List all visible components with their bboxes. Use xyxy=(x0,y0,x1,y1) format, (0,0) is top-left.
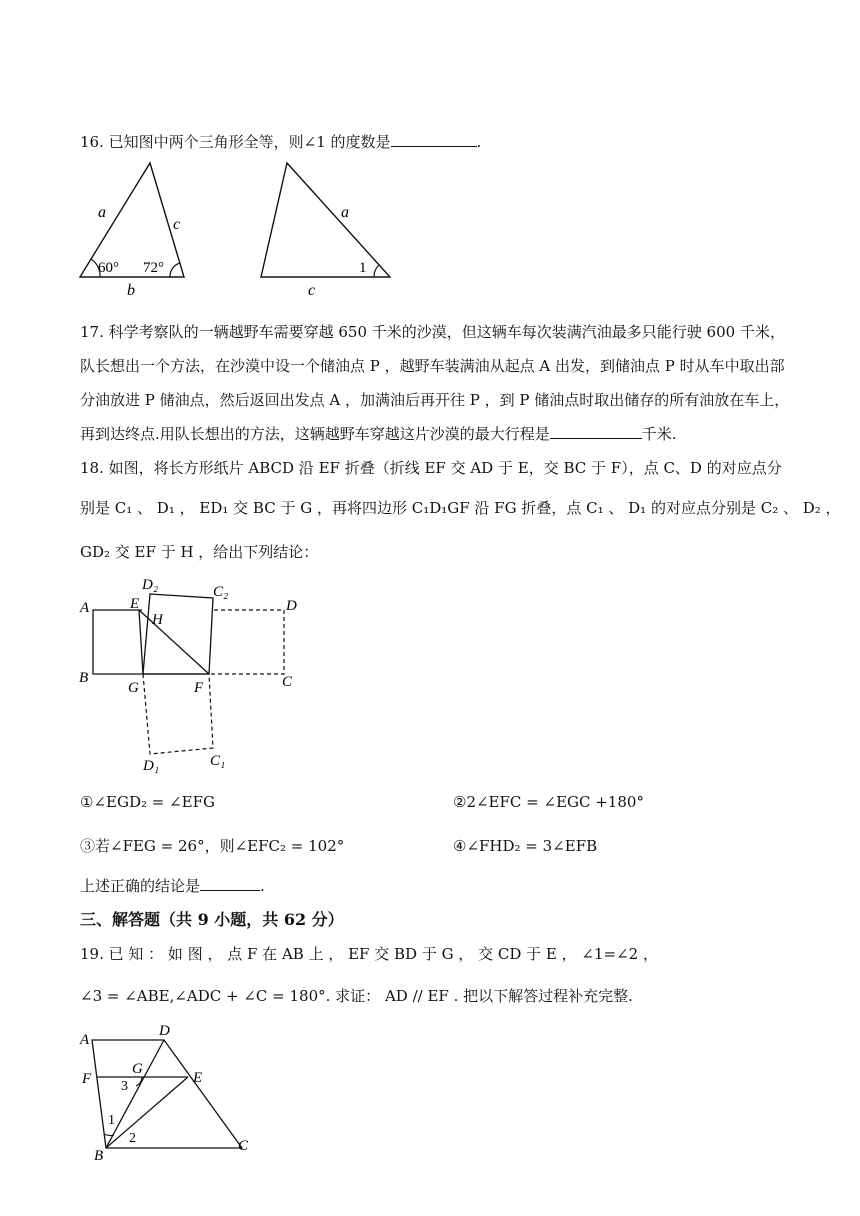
fig18-label-g: G xyxy=(128,680,139,696)
q18-option-3: ③若∠FEG = 26°，则∠EFC₂ = 102° xyxy=(80,837,345,855)
q18-answer-text: 上述正确的结论是 xyxy=(80,877,201,895)
fig19-label-3: 3 xyxy=(121,1079,128,1094)
t1-label-a: a xyxy=(98,204,106,221)
t2-angle-1: 1 xyxy=(359,260,367,276)
quad-c2d2 xyxy=(143,594,213,674)
q16-figure xyxy=(70,155,410,300)
q18-line-3: GD₂ 交 EF 于 H ，给出下列结论： xyxy=(80,543,319,561)
q18-answer-line xyxy=(80,876,265,896)
angle-72-arc xyxy=(170,263,180,277)
t1-angle-72: 72° xyxy=(143,260,164,276)
fig18-label-c: C xyxy=(282,674,293,690)
q17-text: 再到达终点.用队长想出的方法，这辆越野车穿越这片沙漠的最大行程是 xyxy=(80,425,550,443)
fig18-label-e: E xyxy=(130,596,140,612)
q18-period: . xyxy=(260,877,265,895)
fig18-label-f: F xyxy=(194,680,204,696)
fig19-label-f: F xyxy=(82,1071,92,1087)
t1-label-b: b xyxy=(127,282,135,299)
t1-label-c: c xyxy=(173,216,181,233)
q17-line-1: 17. 科学考察队的一辆越野车需要穿越 650 千米的沙漠，但这辆车每次装满汽油最多只能行驶 600 千米， xyxy=(80,323,785,341)
t2-label-a: a xyxy=(341,204,349,221)
q19-line-2: ∠3 = ∠ABE,∠ADC + ∠C = 180°. 求证： AD // EF . 把以下解答过程补充完整. xyxy=(80,987,633,1005)
q19-figure xyxy=(70,1018,270,1168)
fig19-label-1: 1 xyxy=(108,1113,115,1128)
q17-line-4 xyxy=(80,424,677,444)
fig19-label-g: G xyxy=(132,1061,143,1077)
fig19-label-2: 2 xyxy=(129,1131,136,1146)
fig19-label-a: A xyxy=(80,1032,90,1048)
q16-answer-blank[interactable] xyxy=(391,132,477,147)
rect-solid-left xyxy=(93,610,209,674)
q17-line-3: 分油放进 P 储油点，然后返回出发点 A ，加满油后再开往 P ，到 P 储油点时取出储存的所有油放在车上， xyxy=(80,391,790,409)
angle-3-arc xyxy=(136,1077,142,1086)
fig18-label-h: H xyxy=(152,612,163,628)
q17-line-2: 队长想出一个方法，在沙漠中设一个储油点 P ，越野车装满油从起点 A 出发，到储油点 P 时从车中取出部 xyxy=(80,357,785,375)
triangle-2 xyxy=(261,163,390,277)
triangle-1 xyxy=(80,163,184,277)
angle-1-arc xyxy=(374,265,379,277)
fig18-label-c2: C₂ xyxy=(213,584,229,600)
q18-line-1: 18. 如图，将长方形纸片 ABCD 沿 EF 折叠（折线 EF 交 AD 于 E，交 BC 于 F），点 C、D 的对应点分 xyxy=(80,459,782,477)
rect-dashed-right xyxy=(209,610,284,674)
q17-unit: 千米. xyxy=(641,425,677,443)
line-be xyxy=(106,1077,188,1148)
line-eg xyxy=(139,610,143,674)
line-ef xyxy=(139,610,209,674)
fig18-label-d1: D₁ xyxy=(143,758,160,774)
t2-label-c: c xyxy=(308,282,316,299)
q18-answer-blank[interactable] xyxy=(200,876,260,891)
t1-angle-60: 60° xyxy=(98,260,119,276)
fig19-label-c: C xyxy=(238,1138,249,1154)
q18-option-4: ④∠FHD₂ = 3∠EFB xyxy=(453,837,598,855)
q18-option-2: ②2∠EFC = ∠EGC +180° xyxy=(453,793,644,811)
q18-line-2: 别是 C₁ 、 D₁ ， ED₁ 交 BC 于 G ，再将四边形 C₁D₁GF 沿 FG 折叠，点 C₁ 、 D₁ 的对应点分别是 C₂ 、 D₂ ， xyxy=(80,499,841,517)
q18-option-1: ①∠EGD₂ = ∠EFG xyxy=(80,793,215,811)
fig18-label-d: D xyxy=(286,598,297,614)
fig19-label-d: D xyxy=(159,1023,170,1039)
fig19-label-b: B xyxy=(94,1148,104,1164)
q16-text: 16. 已知图中两个三角形全等，则∠1 的度数是 xyxy=(80,133,391,151)
fig18-label-c1: C₁ xyxy=(210,753,226,769)
fig18-label-a: A xyxy=(80,600,90,616)
section-3-title: 三、解答题（共 9 小题，共 62 分） xyxy=(80,910,344,929)
q16-period: . xyxy=(476,133,482,151)
q16-question xyxy=(80,132,481,152)
fig18-label-b: B xyxy=(79,670,89,686)
fig19-label-e: E xyxy=(193,1070,203,1086)
fig18-label-d2: D₂ xyxy=(142,577,159,593)
q19-line-1: 19. 已 知 ： 如 图 ， 点 F 在 AB 上 ， EF 交 BD 于 G ， 交 CD 于 E ， ∠1=∠2 ， xyxy=(80,945,658,963)
q18-figure xyxy=(70,572,330,777)
q17-answer-blank[interactable] xyxy=(550,424,642,439)
